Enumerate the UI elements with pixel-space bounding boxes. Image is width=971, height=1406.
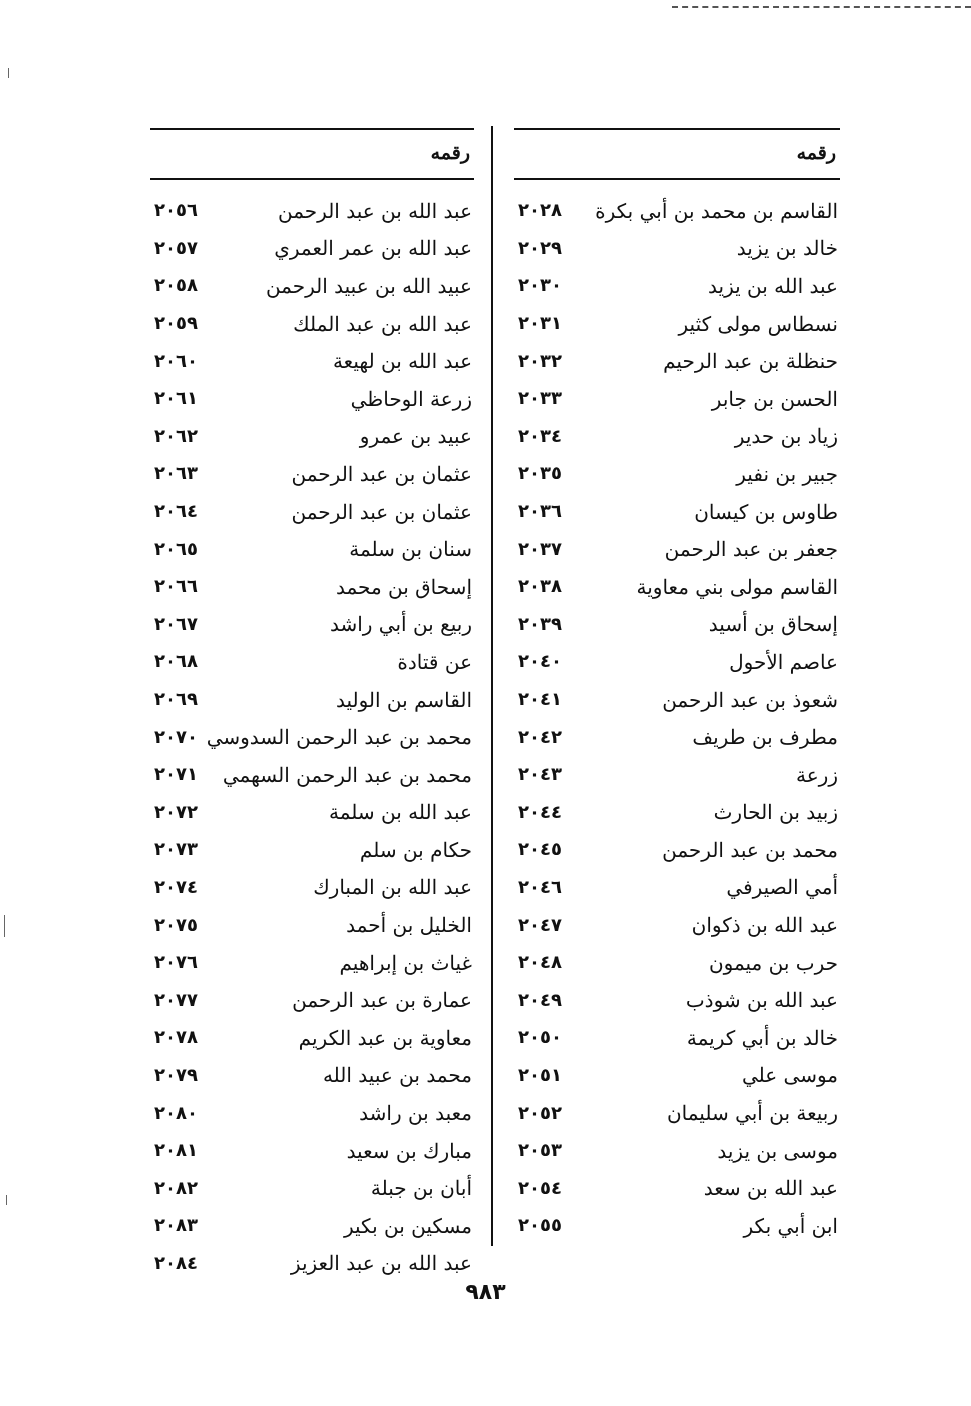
entry-name: محمد بن عبد الرحمن السدوسي xyxy=(206,725,472,750)
entry-name: عبد الله بن لهيعة xyxy=(332,349,472,374)
entry-name: معاوية بن عبد الكريم xyxy=(298,1025,472,1050)
index-entry xyxy=(514,906,840,944)
entry-number: ٢٠٣٣ xyxy=(518,388,562,410)
column-header xyxy=(514,128,840,180)
index-entry xyxy=(150,342,474,380)
entry-number: ٢٠٨٠ xyxy=(154,1102,198,1124)
index-entry xyxy=(150,906,474,944)
entry-number: ٢٠٥٣ xyxy=(518,1140,562,1162)
entry-number: ٢٠٦٧ xyxy=(154,613,198,635)
index-column-left xyxy=(150,128,474,1282)
index-entry xyxy=(150,981,474,1019)
entry-name: القاسم بن الوليد xyxy=(335,687,472,712)
index-entry xyxy=(514,493,840,531)
entry-number: ٢٠٦٩ xyxy=(154,689,198,711)
entry-number: ٢٠٥٧ xyxy=(154,237,198,259)
entry-name: ابن أبي بكر xyxy=(743,1213,838,1238)
index-entry xyxy=(514,267,840,305)
entry-name: حنظلة بن عبد الرحيم xyxy=(663,349,838,374)
entry-name: مطرف بن طريف xyxy=(692,725,838,750)
entry-name: عثمان بن عبد الرحمن xyxy=(291,461,472,486)
entry-number: ٢٠٧٣ xyxy=(154,839,198,861)
entry-name: شعوذ بن عبد الرحمن xyxy=(662,687,838,712)
index-entry xyxy=(514,981,840,1019)
entry-name: القاسم مولى بني معاوية xyxy=(636,574,838,599)
entry-number: ٢٠٤٠ xyxy=(518,651,562,673)
entry-number: ٢٠٥٤ xyxy=(518,1177,562,1199)
index-entry xyxy=(514,869,840,907)
entry-name: جبير بن نفير xyxy=(736,461,838,486)
entry-number: ٢٠٥٦ xyxy=(154,200,198,222)
entry-number: ٢٠٣١ xyxy=(518,313,562,335)
entry-number: ٢٠٦٢ xyxy=(154,425,198,447)
index-entry xyxy=(514,681,840,719)
entry-number: ٢٠٣٩ xyxy=(518,613,562,635)
entry-name: أمي الصيرفي xyxy=(726,875,838,900)
index-entry xyxy=(150,455,474,493)
entry-name: زرعة xyxy=(796,762,838,787)
entry-number: ٢٠٧٨ xyxy=(154,1027,198,1049)
index-entry xyxy=(150,1094,474,1132)
entry-name: عبد الله بن عبد العزيز xyxy=(290,1251,472,1276)
entry-number: ٢٠٦٠ xyxy=(154,350,198,372)
entry-name: عبد الله بن عمر العمري xyxy=(274,236,472,261)
index-entry xyxy=(514,192,840,230)
entry-name: إسحاق بن محمد xyxy=(335,574,472,599)
index-entry xyxy=(150,192,474,230)
entry-list xyxy=(514,192,840,1245)
entry-number: ٢٠٧٠ xyxy=(154,726,198,748)
entry-name: خالد بن يزيد xyxy=(736,236,838,261)
entry-number: ٢٠٢٩ xyxy=(518,237,562,259)
entry-number: ٢٠٤٩ xyxy=(518,989,562,1011)
index-entry xyxy=(514,718,840,756)
column-header xyxy=(150,128,474,180)
entry-number: ٢٠٦٦ xyxy=(154,576,198,598)
margin-mark xyxy=(8,68,9,78)
index-entry xyxy=(514,1057,840,1095)
index-entry xyxy=(514,643,840,681)
index-entry xyxy=(150,1207,474,1245)
index-entry xyxy=(150,230,474,268)
index-entry xyxy=(514,230,840,268)
index-entry xyxy=(150,1245,474,1283)
entry-number: ٢٠٦٤ xyxy=(154,501,198,523)
margin-mark xyxy=(4,915,5,937)
entry-number: ٢٠٥٠ xyxy=(518,1027,562,1049)
entry-number: ٢٠٤٢ xyxy=(518,726,562,748)
entry-number: ٢٠٣٦ xyxy=(518,501,562,523)
index-entry xyxy=(150,267,474,305)
top-dashed-rule xyxy=(672,6,971,8)
entry-name: معبد بن راشد xyxy=(359,1101,472,1126)
index-entry xyxy=(514,455,840,493)
entry-number: ٢٠٤٣ xyxy=(518,764,562,786)
entry-number: ٢٠٨٣ xyxy=(154,1215,198,1237)
index-entry xyxy=(150,493,474,531)
entry-name: نسطاس مولى كثير xyxy=(678,311,838,336)
entry-number: ٢٠٤٦ xyxy=(518,876,562,898)
index-entry xyxy=(150,718,474,756)
index-entry xyxy=(514,342,840,380)
index-entry xyxy=(514,418,840,456)
index-entry xyxy=(514,1094,840,1132)
index-entry xyxy=(150,831,474,869)
entry-name: القاسم بن محمد بن أبي بكرة xyxy=(595,198,838,223)
entry-name: عن قتادة xyxy=(397,649,472,674)
entry-name: مبارك بن سعيد xyxy=(346,1138,472,1163)
entry-name: زرعة الوحاظي xyxy=(350,386,472,411)
entry-name: أبان بن جبلة xyxy=(370,1176,472,1201)
entry-number: ٢٠٣٨ xyxy=(518,576,562,598)
page-number: ٩٨٣ xyxy=(465,1280,506,1305)
index-entry xyxy=(150,530,474,568)
index-column-right xyxy=(514,128,840,1245)
entry-name: عبد الله بن عبد الملك xyxy=(293,311,472,336)
entry-name: زياد بن حدير xyxy=(734,424,838,449)
entry-name: عبد الله بن عبد الرحمن xyxy=(278,198,472,223)
entry-name: عبد الله بن سلمة xyxy=(329,800,472,825)
entry-name: موسى علي xyxy=(741,1063,838,1088)
entry-number: ٢٠٥٥ xyxy=(518,1215,562,1237)
entry-name: عبد الله بن المبارك xyxy=(313,875,472,900)
index-entry xyxy=(150,305,474,343)
index-entry xyxy=(514,380,840,418)
entry-number: ٢٠٤٥ xyxy=(518,839,562,861)
entry-name: محمد بن عبد الرحمن xyxy=(662,837,838,862)
entry-name: عبيد الله بن عبيد الرحمن xyxy=(265,273,472,298)
entry-number: ٢٠٧٦ xyxy=(154,952,198,974)
index-entry xyxy=(150,681,474,719)
index-entry xyxy=(150,944,474,982)
entry-number: ٢٠٣٤ xyxy=(518,425,562,447)
entry-number: ٢٠٢٨ xyxy=(518,200,562,222)
index-entry xyxy=(514,944,840,982)
index-entry xyxy=(150,568,474,606)
entry-number: ٢٠٣٥ xyxy=(518,463,562,485)
index-entry xyxy=(150,794,474,832)
entry-name: موسى بن يزيد xyxy=(717,1138,838,1163)
entry-name: عبيد بن عمرو xyxy=(359,424,472,449)
index-entry xyxy=(150,1132,474,1170)
entry-name: طاوس بن كيسان xyxy=(694,499,838,524)
column-divider xyxy=(491,126,493,1246)
index-entry xyxy=(514,305,840,343)
entry-number: ٢٠٦٥ xyxy=(154,538,198,560)
index-entry xyxy=(150,869,474,907)
entry-name: ربيع بن أبي راشد xyxy=(329,612,472,637)
entry-name: غياث بن إبراهيم xyxy=(339,950,472,975)
index-entry xyxy=(150,643,474,681)
index-entry xyxy=(514,530,840,568)
entry-name: ربيعة بن أبي سليمان xyxy=(666,1101,838,1126)
entry-number: ٢٠٧٢ xyxy=(154,801,198,823)
entry-name: حرب بن ميمون xyxy=(708,950,838,975)
index-entry xyxy=(514,1169,840,1207)
entry-number: ٢٠٤٨ xyxy=(518,952,562,974)
entry-name: سنان بن سلمة xyxy=(349,537,472,562)
index-entry xyxy=(514,1207,840,1245)
entry-number: ٢٠٣٧ xyxy=(518,538,562,560)
index-entry xyxy=(514,606,840,644)
entry-name: محمد بن عبيد الله xyxy=(322,1063,472,1088)
index-entry xyxy=(150,418,474,456)
entry-number: ٢٠٤٧ xyxy=(518,914,562,936)
entry-number: ٢٠٣٢ xyxy=(518,350,562,372)
entry-name: خالد بن أبي كريمة xyxy=(686,1025,838,1050)
entry-number: ٢٠٨٢ xyxy=(154,1177,198,1199)
index-entry xyxy=(150,380,474,418)
entry-number: ٢٠٨٤ xyxy=(154,1252,198,1274)
index-entry xyxy=(514,1019,840,1057)
entry-number: ٢٠٥٨ xyxy=(154,275,198,297)
entry-name: الحسن بن جابر xyxy=(711,386,838,411)
entry-name: حكام بن سلم xyxy=(359,837,472,862)
entry-number: ٢٠٦١ xyxy=(154,388,198,410)
entry-number: ٢٠٥٢ xyxy=(518,1102,562,1124)
entry-number: ٢٠٦٨ xyxy=(154,651,198,673)
entry-list xyxy=(150,192,474,1282)
index-entry xyxy=(514,568,840,606)
entry-number: ٢٠٧١ xyxy=(154,764,198,786)
entry-number: ٢٠٣٠ xyxy=(518,275,562,297)
entry-name: محمد بن عبد الرحمن السهمي xyxy=(222,762,472,787)
index-entry xyxy=(514,794,840,832)
index-entry xyxy=(514,831,840,869)
entry-number: ٢٠٨١ xyxy=(154,1140,198,1162)
entry-name: الخليل بن أحمد xyxy=(346,913,472,938)
entry-number: ٢٠٥١ xyxy=(518,1064,562,1086)
entry-name: عثمان بن عبد الرحمن xyxy=(291,499,472,524)
index-entry xyxy=(150,606,474,644)
index-entry xyxy=(514,756,840,794)
entry-name: عبد الله بن سعد xyxy=(703,1176,838,1201)
entry-name: زبيد بن الحارث xyxy=(713,800,838,825)
entry-number: ٢٠٤٤ xyxy=(518,801,562,823)
entry-number: ٢٠٧٥ xyxy=(154,914,198,936)
entry-number: ٢٠٤١ xyxy=(518,689,562,711)
entry-number: ٢٠٧٤ xyxy=(154,876,198,898)
margin-mark xyxy=(6,1195,7,1205)
entry-name: عمارة بن عبد الرحمن xyxy=(292,988,472,1013)
entry-number: ٢٠٧٧ xyxy=(154,989,198,1011)
entry-name: عبد الله بن يزيد xyxy=(708,273,838,298)
index-entry xyxy=(514,1132,840,1170)
entry-number: ٢٠٧٩ xyxy=(154,1064,198,1086)
index-entry xyxy=(150,1019,474,1057)
entry-name: عاصم الأحول xyxy=(729,649,838,674)
index-entry xyxy=(150,756,474,794)
entry-name: عبد الله بن شوذب xyxy=(685,988,838,1013)
entry-name: مسكين بن بكير xyxy=(343,1213,472,1238)
entry-number: ٢٠٦٣ xyxy=(154,463,198,485)
entry-number: ٢٠٥٩ xyxy=(154,313,198,335)
column-header-label: رقمه xyxy=(796,142,836,164)
column-header-label: رقمه xyxy=(430,142,470,164)
entry-name: عبد الله بن ذكوان xyxy=(691,913,838,938)
entry-name: إسحاق بن أسيد xyxy=(708,612,838,637)
entry-name: جعفر بن عبد الرحمن xyxy=(664,537,838,562)
index-entry xyxy=(150,1169,474,1207)
index-entry xyxy=(150,1057,474,1095)
